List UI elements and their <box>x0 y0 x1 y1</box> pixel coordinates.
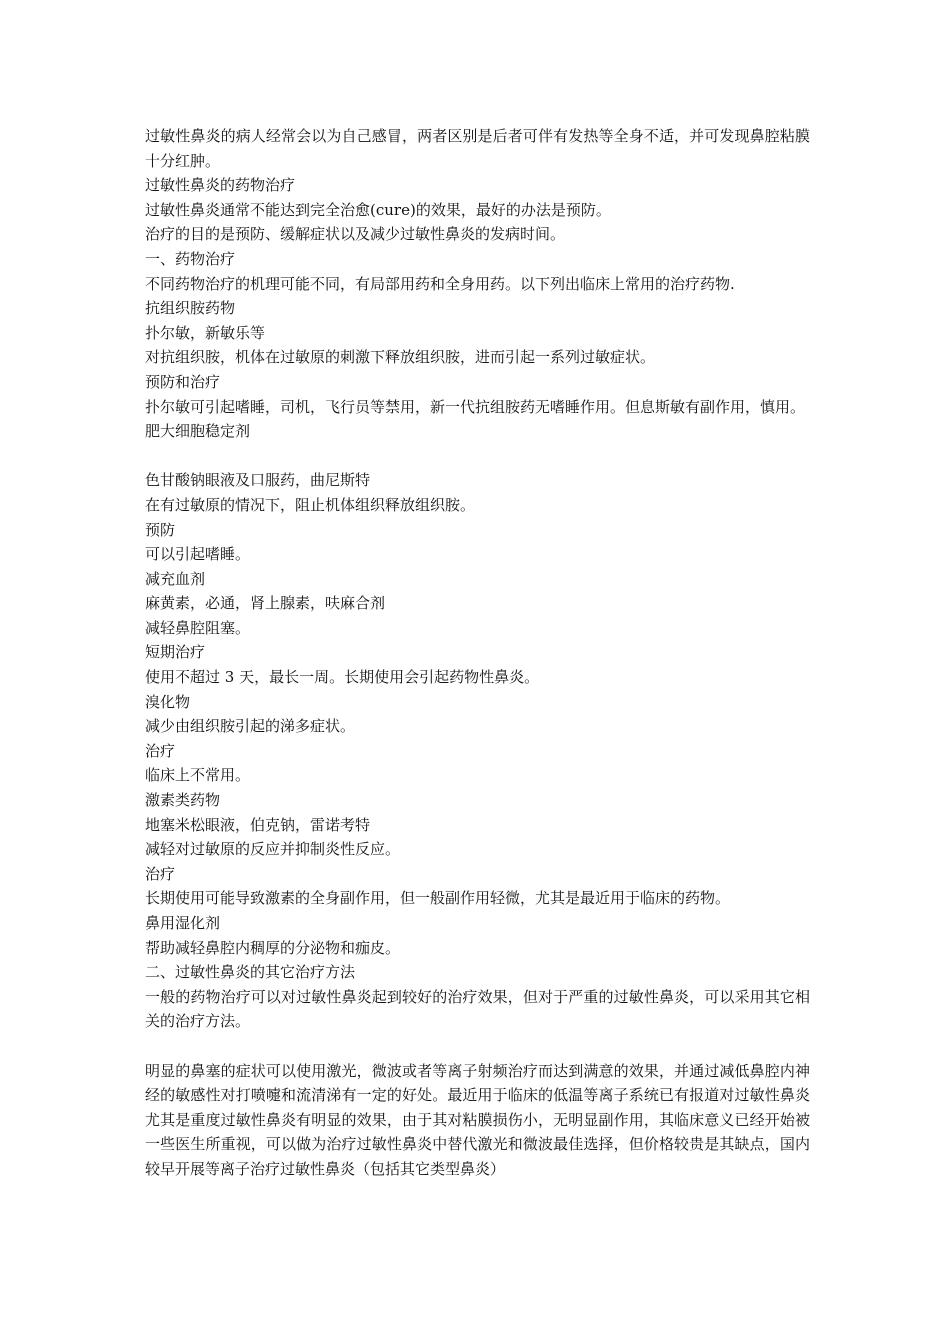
section-heading: 一、药物治疗 <box>145 249 236 268</box>
paragraph: 使用不超过 3 天，最长一周。长期使用会引起药物性鼻炎。 <box>145 668 540 687</box>
drug-names: 色甘酸钠眼液及口服药，曲尼斯特 <box>145 471 371 490</box>
usage-label: 预防和治疗 <box>145 372 221 391</box>
section-heading: 二、过敏性鼻炎的其它治疗方法 <box>145 963 356 982</box>
paragraph: 可以引起嗜睡。 <box>145 545 251 564</box>
paragraph: 减轻鼻腔阻塞。 <box>145 618 251 637</box>
drug-category-heading: 肥大细胞稳定剂 <box>145 422 251 441</box>
paragraph: 扑尔敏可引起嗜睡，司机，飞行员等禁用，新一代抗组胺药无嗜睡作用。但息斯敏有副作用，慎用。 <box>145 397 806 416</box>
drug-category-heading: 激素类药物 <box>145 791 221 810</box>
paragraph: 减少由组织胺引起的涕多症状。 <box>145 717 356 736</box>
paragraph: 长期使用可能导致激素的全身副作用，但一般副作用轻微，尤其是最近用于临床的药物。 <box>145 889 731 908</box>
paragraph: 过敏性鼻炎通常不能达到完全治愈(cure)的效果，最好的办法是预防。 <box>145 200 611 219</box>
drug-category-heading: 溴化物 <box>145 692 191 711</box>
paragraph: 不同药物治疗的机理可能不同，有局部用药和全身用药。以下列出临床上常用的治疗药物. <box>145 274 735 293</box>
drug-category-heading: 减充血剂 <box>145 569 206 588</box>
paragraph: 临床上不常用。 <box>145 766 251 785</box>
drug-category-heading: 抗组织胺药物 <box>145 299 236 318</box>
paragraph: 过敏性鼻炎的病人经常会以为自己感冒，两者区别是后者可伴有发热等全身不适，并可发现鼻腔粘膜十分红肿。 <box>145 127 810 170</box>
drug-names: 地塞米松眼液，伯克钠，雷诺考特 <box>145 815 371 834</box>
paragraph: 在有过敏原的情况下，阻止机体组织释放组织胺。 <box>145 495 476 514</box>
drug-names: 麻黄素，必通，肾上腺素，呋麻合剂 <box>145 594 386 613</box>
drug-names: 扑尔敏，新敏乐等 <box>145 323 266 342</box>
paragraph: 对抗组织胺，机体在过敏原的刺激下释放组织胺，进而引起一系列过敏症状。 <box>145 348 656 367</box>
paragraph: 帮助减轻鼻腔内稠厚的分泌物和痂皮。 <box>145 938 401 957</box>
usage-label: 治疗 <box>145 864 176 883</box>
drug-category-heading: 鼻用湿化剂 <box>145 914 221 932</box>
paragraph: 一般的药物治疗可以对过敏性鼻炎起到较好的治疗效果，但对于严重的过敏性鼻炎，可以采用其它相关的治疗方法。 <box>145 987 810 1031</box>
usage-label: 治疗 <box>145 741 176 760</box>
paragraph: 治疗的目的是预防、缓解症状以及减少过敏性鼻炎的发病时间。 <box>145 225 566 244</box>
usage-label: 预防 <box>145 520 176 539</box>
paragraph: 明显的鼻塞的症状可以使用激光，微波或者等离子射频治疗而达到满意的效果，并通过减低鼻腔内神经的敏感性对打喷嚏和流清涕有一定的好处。最近用于临床的低温等离子系统已有报道对过敏性鼻炎尤其是重度过敏性鼻炎有明显的效果，由于其对粘膜损伤小，无明显副作用，其临床意义已经开始被一些医生所重视，可以做为治疗过敏性鼻炎中替代激光和微波最佳选择，但价格较贵是其缺点，国内较早开展等离子治疗过敏性鼻炎（包括其它类型鼻炎） <box>145 1061 810 1178</box>
section-heading: 过敏性鼻炎的药物治疗 <box>145 176 296 195</box>
paragraph: 减轻对过敏原的反应并抑制炎性反应。 <box>145 840 401 859</box>
blank-line <box>145 444 810 469</box>
document-body <box>145 124 810 1182</box>
blank-line <box>145 1034 810 1059</box>
usage-label: 短期治疗 <box>145 643 206 662</box>
